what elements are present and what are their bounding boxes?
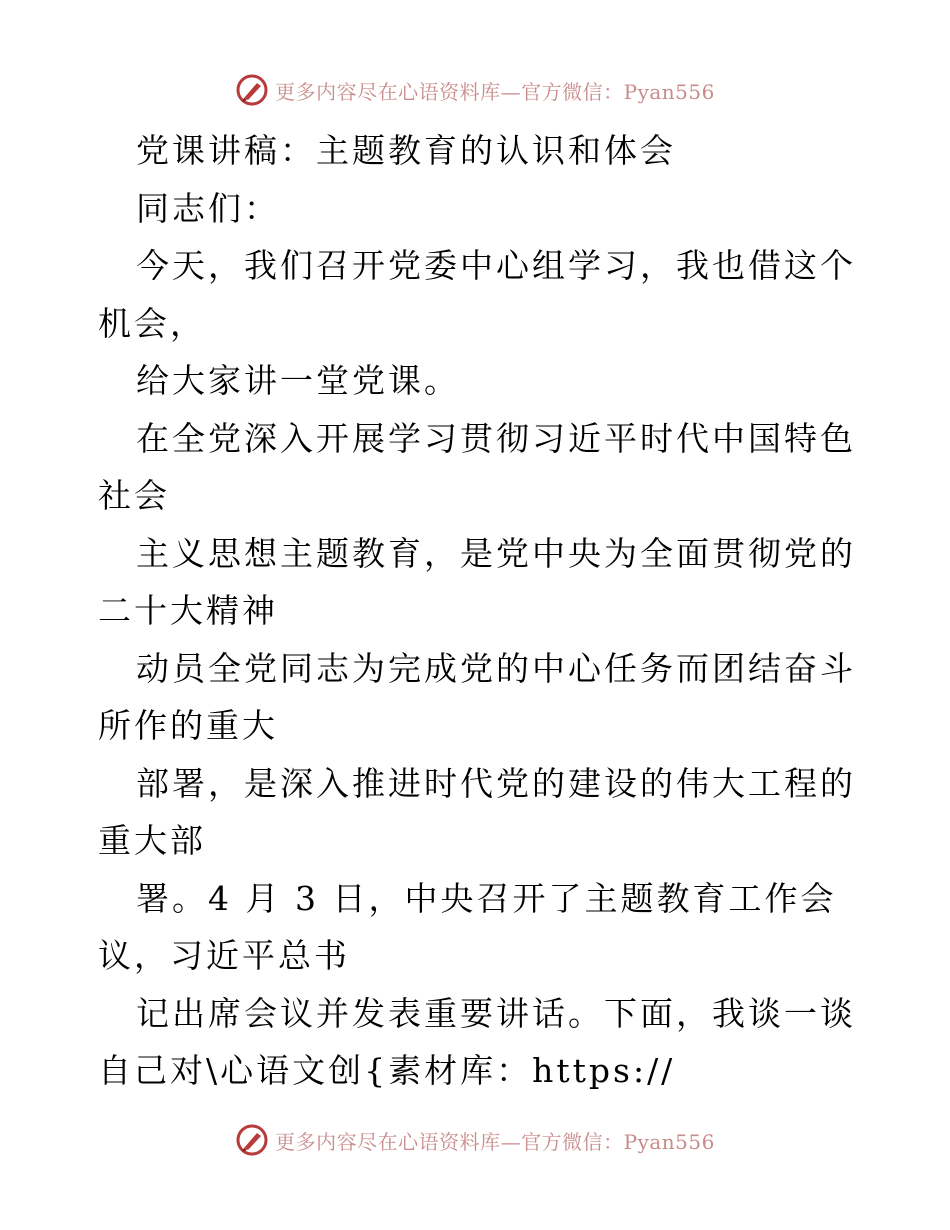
document-line: 在全党深入开展学习贯彻习近平时代中国特色社会 bbox=[98, 418, 856, 515]
document-line: 给大家讲一堂党课。 bbox=[136, 361, 460, 400]
footer-banner-text: 更多内容尽在心语资料库—官方微信：Pyan556 bbox=[275, 1129, 715, 1154]
document-line: 记出席会议并发表重要讲话。下面，我谈一谈自己对\心语文创{素材库：https:// bbox=[98, 993, 856, 1090]
pen-seal-logo-icon bbox=[235, 73, 269, 107]
document-title-line: 党课讲稿：主题教育的认识和体会 bbox=[136, 131, 676, 170]
footer-watermark-banner bbox=[0, 1120, 950, 1160]
document-body bbox=[98, 122, 858, 1100]
header-banner-text: 更多内容尽在心语资料库—官方微信：Pyan556 bbox=[275, 79, 715, 104]
header-watermark-banner bbox=[0, 70, 950, 110]
document-line: 今天，我们召开党委中心组学习，我也借这个机会， bbox=[98, 246, 856, 343]
document-line: 署。4 月 3 日，中央召开了主题教育工作会议，习近平总书 bbox=[98, 878, 837, 975]
document-line: 同志们： bbox=[136, 188, 280, 228]
document-line: 主义思想主题教育，是党中央为全面贯彻党的二十大精神 bbox=[98, 533, 856, 630]
document-line: 部署，是深入推进时代党的建设的伟大工程的重大部 bbox=[98, 763, 856, 860]
pen-seal-logo-icon bbox=[235, 1123, 269, 1157]
document-line: 动员全党同志为完成党的中心任务而团结奋斗所作的重大 bbox=[98, 648, 856, 745]
